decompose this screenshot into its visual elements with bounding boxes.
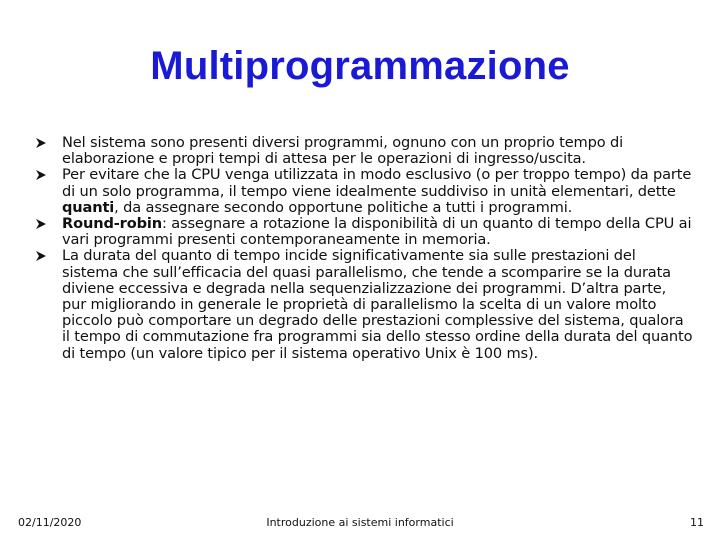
bullet-bold-term: quanti xyxy=(62,198,115,216)
footer-course-title: Introduzione ai sistemi informatici xyxy=(266,516,454,529)
bullet-text xyxy=(62,135,694,167)
footer-date: 02/11/2020 xyxy=(18,516,82,529)
bullet-item xyxy=(34,216,694,248)
bullet-text xyxy=(62,216,694,248)
bullet-text-part: Nel sistema sono presenti diversi programmi, ognuno con un proprio tempo di elaborazione e propri tempi di attesa per le operazioni di ingresso/uscita. xyxy=(62,134,623,168)
arrow-bullet-icon xyxy=(34,168,48,182)
bullet-item xyxy=(34,248,694,361)
bullet-text xyxy=(62,248,694,361)
bullet-list xyxy=(34,135,694,362)
arrow-bullet-icon xyxy=(34,136,48,150)
bullet-bold-term: Round-robin xyxy=(62,215,162,233)
arrow-bullet-icon xyxy=(34,249,48,263)
bullet-text-part: , da assegnare secondo opportune politiche a tutti i programmi. xyxy=(114,198,573,216)
footer-page-number: 11 xyxy=(690,516,704,529)
slide-title: Multiprogrammazione xyxy=(150,44,570,88)
bullet-item xyxy=(34,135,694,167)
bullet-text-part: La durata del quanto di tempo incide significativamente sia sulle prestazioni del sistema che sull’efficacia del quasi parallelismo, che tende a scomparire se la durata diviene eccessiva e degrada nella sequenzializzazione dei programmi. D’altra parte, pur migliorando in generale le proprietà di parallelismo la scelta di un valore molto piccolo può comportare un degrado delle prestazioni complessive del sistema, qualora il tempo di commutazione fra programmi sia dello stesso ordine della durata del quanto di tempo (un valore tipico per il sistema operativo Unix è 100 ms). xyxy=(62,247,693,362)
arrow-bullet-icon xyxy=(34,217,48,231)
bullet-text-part: : assegnare a rotazione la disponibilità di un quanto di tempo della CPU ai vari programmi presenti contemporaneamente in memoria. xyxy=(62,215,692,249)
bullet-text xyxy=(62,167,694,216)
bullet-item xyxy=(34,167,694,216)
bullet-text-part: Per evitare che la CPU venga utilizzata in modo esclusivo (o per troppo tempo) da parte di un solo programma, il tempo viene idealmente suddiviso in unità elementari, dette xyxy=(62,166,692,200)
